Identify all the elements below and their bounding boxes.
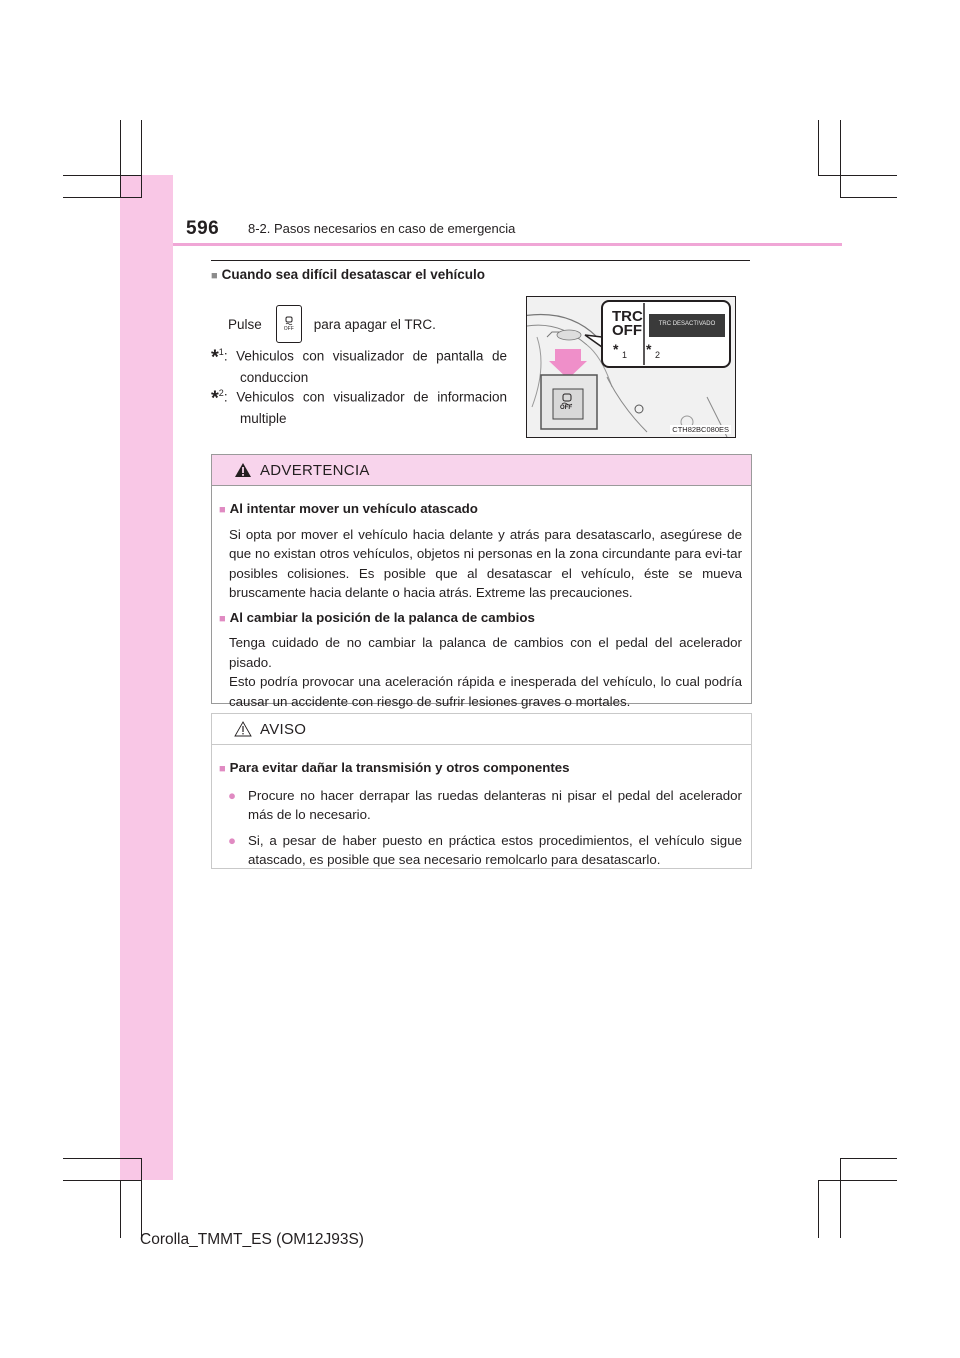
crop-mark xyxy=(63,1180,142,1181)
crop-mark xyxy=(840,1158,841,1238)
crop-mark xyxy=(120,120,121,197)
warning-triangle-icon xyxy=(234,462,252,478)
crop-mark xyxy=(63,1158,142,1159)
circle-bullet-icon: ● xyxy=(228,832,237,848)
notice-bullet-2 xyxy=(219,831,742,870)
warning-heading-1-text: Al intentar mover un vehículo atascado xyxy=(229,501,478,516)
crop-mark xyxy=(840,1158,897,1159)
warning-box xyxy=(211,454,752,709)
warning-heading-2 xyxy=(219,608,742,630)
warning-heading-1 xyxy=(219,499,742,521)
header-rule xyxy=(173,243,842,246)
asterisk-marker: * xyxy=(211,346,219,369)
square-bullet-icon: ■ xyxy=(219,763,226,775)
crop-mark xyxy=(818,1180,819,1238)
notice-box xyxy=(211,713,752,869)
footnote-1 xyxy=(211,343,507,387)
warning-body xyxy=(212,486,751,711)
footnote-number: 2 xyxy=(218,388,224,398)
skid-car-icon xyxy=(284,316,294,326)
crop-mark xyxy=(840,197,897,198)
warning-heading-2-text: Al cambiar la posición de la palanca de cambios xyxy=(229,609,535,625)
crop-mark xyxy=(818,1180,897,1181)
crop-mark xyxy=(840,120,841,197)
notice-header xyxy=(212,714,751,745)
notice-bullet-1 xyxy=(219,786,742,825)
footnote-1-continuation: conduccion xyxy=(240,369,309,385)
divider xyxy=(211,260,750,261)
crop-mark xyxy=(818,175,897,176)
footnote-2-continuation: multiple xyxy=(240,410,287,426)
pink-edge-band xyxy=(120,175,173,1180)
trc-off-button-icon xyxy=(276,305,302,343)
subheading xyxy=(211,267,485,282)
dashboard-illustration xyxy=(526,296,736,438)
trc-indicator-line1: TRC xyxy=(612,308,643,325)
square-bullet-icon: ■ xyxy=(219,612,226,625)
display-message: TRC DESACTIVADO xyxy=(658,321,716,327)
notice-bullet-2-text: Si, a pesar de haber puesto en práctica estos procedimientos, el vehículo sigue atascado, es posible que sea necesario remolcarlo para desatascarlo. xyxy=(248,832,742,867)
switch-label: OFF xyxy=(560,405,572,411)
crop-mark xyxy=(141,120,142,197)
callout-1-star: * xyxy=(613,341,619,357)
crop-mark xyxy=(818,120,819,175)
crop-mark xyxy=(141,1158,142,1238)
notice-heading-1-text: Para evitar dañar la transmisión y otros componentes xyxy=(229,760,570,775)
footnote-2 xyxy=(211,384,507,428)
callout-1-number: 1 xyxy=(622,350,628,360)
trc-indicator-line2: OFF xyxy=(612,322,642,339)
circle-bullet-icon: ● xyxy=(228,787,237,803)
document-footer: Corolla_TMMT_ES (OM12J93S) xyxy=(140,1231,364,1248)
section-title: 8-2. Pasos necesarios en caso de emergencia xyxy=(248,221,516,236)
warning-paragraph-2a: Tenga cuidado de no cambiar la palanca de cambios con el pedal del acelerador pisado. xyxy=(229,635,742,670)
warning-paragraph-2b: Esto podría provocar una aceleración rápida e inesperada del vehículo, lo cual podría causar un accidente con riesgo de sufrir lesiones graves o mortales. xyxy=(229,674,742,709)
footnote-number: 1 xyxy=(218,347,224,357)
instruction-before: Pulse xyxy=(228,316,262,332)
warning-header xyxy=(212,455,751,486)
footnote-1-text: : Vehiculos con visualizador de pantalla de xyxy=(223,348,507,364)
footnote-2-first-line xyxy=(211,384,507,409)
crop-mark xyxy=(63,175,142,176)
footnote-1-first-line xyxy=(211,343,507,368)
page-number: 596 xyxy=(186,218,220,239)
notice-body xyxy=(212,745,751,870)
button-label: OFF xyxy=(283,326,294,332)
notice-title: AVISO xyxy=(260,720,307,738)
crop-mark xyxy=(63,197,142,198)
caution-triangle-icon xyxy=(234,721,252,737)
instruction-line xyxy=(228,305,436,343)
crop-mark xyxy=(120,1180,121,1238)
square-bullet-icon: ■ xyxy=(211,270,218,282)
instruction-after: para apagar el TRC. xyxy=(313,316,436,332)
warning-paragraph-1: Si opta por mover el vehículo hacia delante y atrás para desatascarlo, asegúrese de que no existan otros vehículos, objetos ni personas en la zona circundante para evi-tar posibles colisiones. Es posible que al desatascar el vehículo, éste se mueva bruscamente hacia delante o hacia atrás. Extreme las precauciones. xyxy=(229,526,742,600)
callout-2-number: 2 xyxy=(655,350,661,360)
notice-heading-1 xyxy=(219,758,742,780)
warning-title: ADVERTENCIA xyxy=(260,461,370,479)
notice-bullet-1-text: Procure no hacer derrapar las ruedas delanteras ni pisar el pedal del acelerador más de lo necesario. xyxy=(248,787,742,822)
asterisk-marker: * xyxy=(211,387,219,410)
callout-2-star: * xyxy=(646,341,652,357)
figure-code: CTH82BC080ES xyxy=(672,425,729,434)
square-bullet-icon: ■ xyxy=(219,504,226,516)
subheading-text: Cuando sea difícil desatascar el vehículo xyxy=(221,267,486,282)
footnote-2-text: : Vehiculos con visualizador de informacion xyxy=(223,389,507,405)
